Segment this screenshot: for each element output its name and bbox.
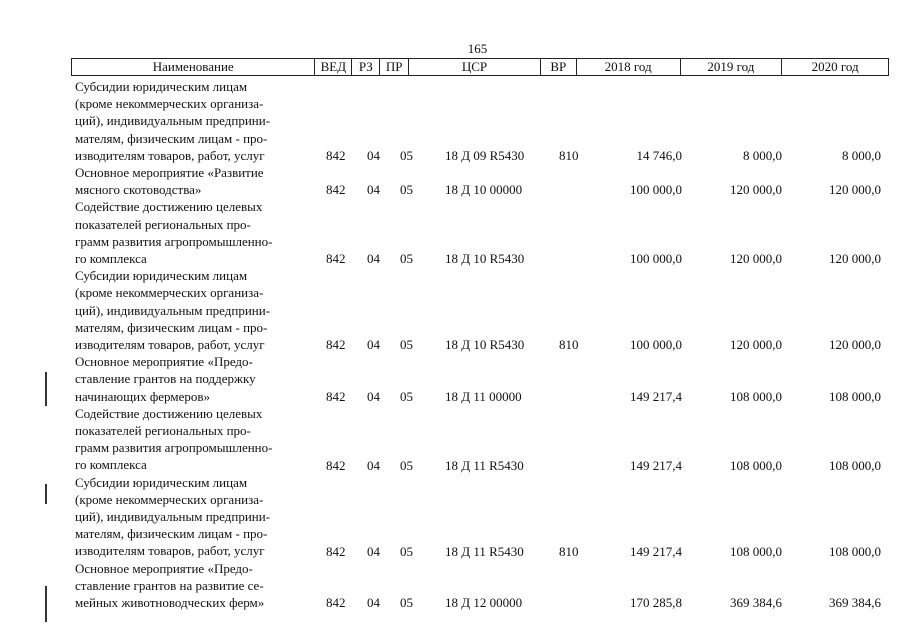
- row-name: Содействие достижению целевых показателей региональных про- грамм развития агропромышленно- го комплекса: [75, 199, 273, 267]
- row-ved: 842: [326, 388, 346, 404]
- row-2019: 8 000,0: [743, 148, 782, 164]
- row-rz: 04: [367, 148, 380, 164]
- row-rz: 04: [367, 337, 380, 353]
- row-ved: 842: [326, 595, 346, 611]
- table-row: [75, 560, 889, 612]
- row-2018: 14 746,0: [636, 148, 682, 164]
- row-vr: 810: [559, 148, 579, 164]
- header-2018: 2018 год: [577, 59, 681, 75]
- row-pr: 05: [400, 543, 413, 559]
- table-row: [75, 267, 889, 353]
- row-2019: 108 000,0: [730, 388, 782, 404]
- table-row: [75, 78, 889, 164]
- row-2018: 149 217,4: [630, 388, 682, 404]
- row-pr: 05: [400, 595, 413, 611]
- header-name: Наименование: [72, 59, 315, 75]
- scan-margin-mark: [45, 586, 47, 622]
- row-2019: 120 000,0: [730, 251, 782, 267]
- row-name: Субсидии юридическим лицам (кроме некоммерческих организа- ций), индивидуальным предприни- мателям, физическим лицам - про- изводителям товаров, работ, услуг: [75, 268, 271, 353]
- row-2020: 8 000,0: [842, 148, 881, 164]
- row-rz: 04: [367, 595, 380, 611]
- row-2020: 108 000,0: [829, 388, 881, 404]
- row-2019: 369 384,6: [730, 595, 782, 611]
- row-rz: 04: [367, 251, 380, 267]
- row-csr: 18 Д 11 R5430: [445, 543, 524, 559]
- row-2020: 108 000,0: [829, 457, 881, 473]
- page-number: 165: [467, 41, 488, 56]
- row-2019: 108 000,0: [730, 457, 782, 473]
- row-csr: 18 Д 10 R5430: [445, 337, 525, 353]
- row-2019: 120 000,0: [730, 337, 782, 353]
- row-rz: 04: [367, 388, 380, 404]
- row-2020: 120 000,0: [829, 251, 881, 267]
- row-ved: 842: [326, 457, 346, 473]
- row-ved: 842: [326, 251, 346, 267]
- row-pr: 05: [400, 337, 413, 353]
- row-pr: 05: [400, 148, 413, 164]
- row-name: Основное мероприятие «Развитие мясного скотоводства»: [75, 165, 264, 198]
- row-2018: 149 217,4: [630, 457, 682, 473]
- row-ved: 842: [326, 543, 346, 559]
- header-ved: ВЕД: [315, 59, 352, 75]
- row-csr: 18 Д 10 00000: [445, 182, 523, 198]
- header-vr: ВР: [541, 59, 577, 75]
- row-rz: 04: [367, 182, 380, 198]
- header-2020: 2020 год: [811, 59, 859, 74]
- row-csr: 18 Д 12 00000: [445, 595, 523, 611]
- row-ved: 842: [326, 148, 346, 164]
- row-name: Субсидии юридическим лицам (кроме некоммерческих организа- ций), индивидуальным предприни- мателям, физическим лицам - про- изводителям товаров, работ, услуг: [75, 474, 271, 559]
- table-row: [75, 198, 889, 267]
- row-pr: 05: [400, 457, 413, 473]
- row-pr: 05: [400, 251, 413, 267]
- scan-margin-mark: [45, 484, 47, 504]
- row-csr: 18 Д 09 R5430: [445, 148, 525, 164]
- row-2018: 100 000,0: [630, 337, 682, 353]
- row-2020: 108 000,0: [829, 543, 881, 559]
- header-rz: РЗ: [352, 59, 380, 75]
- header-2019: 2019 год: [681, 59, 783, 75]
- row-2020: 120 000,0: [829, 337, 881, 353]
- row-csr: 18 Д 10 R5430: [445, 251, 525, 267]
- row-csr: 18 Д 11 R5430: [445, 457, 524, 473]
- scan-margin-mark: [45, 372, 47, 406]
- row-pr: 05: [400, 388, 413, 404]
- row-2018: 100 000,0: [630, 251, 682, 267]
- row-2020: 369 384,6: [829, 595, 881, 611]
- row-2018: 149 217,4: [630, 543, 682, 559]
- row-name: Основное мероприятие «Предо- ставление грантов на развитие се- мейных животноводческих ферм»: [75, 560, 265, 611]
- row-name: Основное мероприятие «Предо- ставление грантов на поддержку начинающих фермеров»: [75, 354, 256, 404]
- row-rz: 04: [367, 457, 380, 473]
- row-name: Субсидии юридическим лицам (кроме некоммерческих организа- ций), индивидуальным предприни- мателям, физическим лицам - про- изводителям товаров, работ, услуг: [75, 79, 271, 163]
- row-csr: 18 Д 11 00000: [445, 388, 522, 404]
- table-row: [75, 405, 889, 474]
- row-2020: 120 000,0: [829, 182, 881, 198]
- row-2019: 120 000,0: [730, 182, 782, 198]
- row-2018: 100 000,0: [630, 182, 682, 198]
- row-ved: 842: [326, 182, 346, 198]
- row-vr: 810: [559, 337, 579, 353]
- table-row: [75, 474, 889, 560]
- header-pr: ПР: [380, 59, 409, 75]
- row-vr: 810: [559, 543, 579, 559]
- row-2018: 170 285,8: [630, 595, 682, 611]
- table-row: [75, 353, 889, 405]
- row-2019: 108 000,0: [730, 543, 782, 559]
- header-csr: ЦСР: [409, 59, 541, 75]
- row-name: Содействие достижению целевых показателей региональных про- грамм развития агропромышленно- го комплекса: [75, 405, 273, 473]
- table-body: [75, 78, 889, 611]
- table-row: [75, 164, 889, 198]
- row-pr: 05: [400, 182, 413, 198]
- row-rz: 04: [367, 543, 380, 559]
- row-ved: 842: [326, 337, 346, 353]
- table-header: [71, 58, 889, 76]
